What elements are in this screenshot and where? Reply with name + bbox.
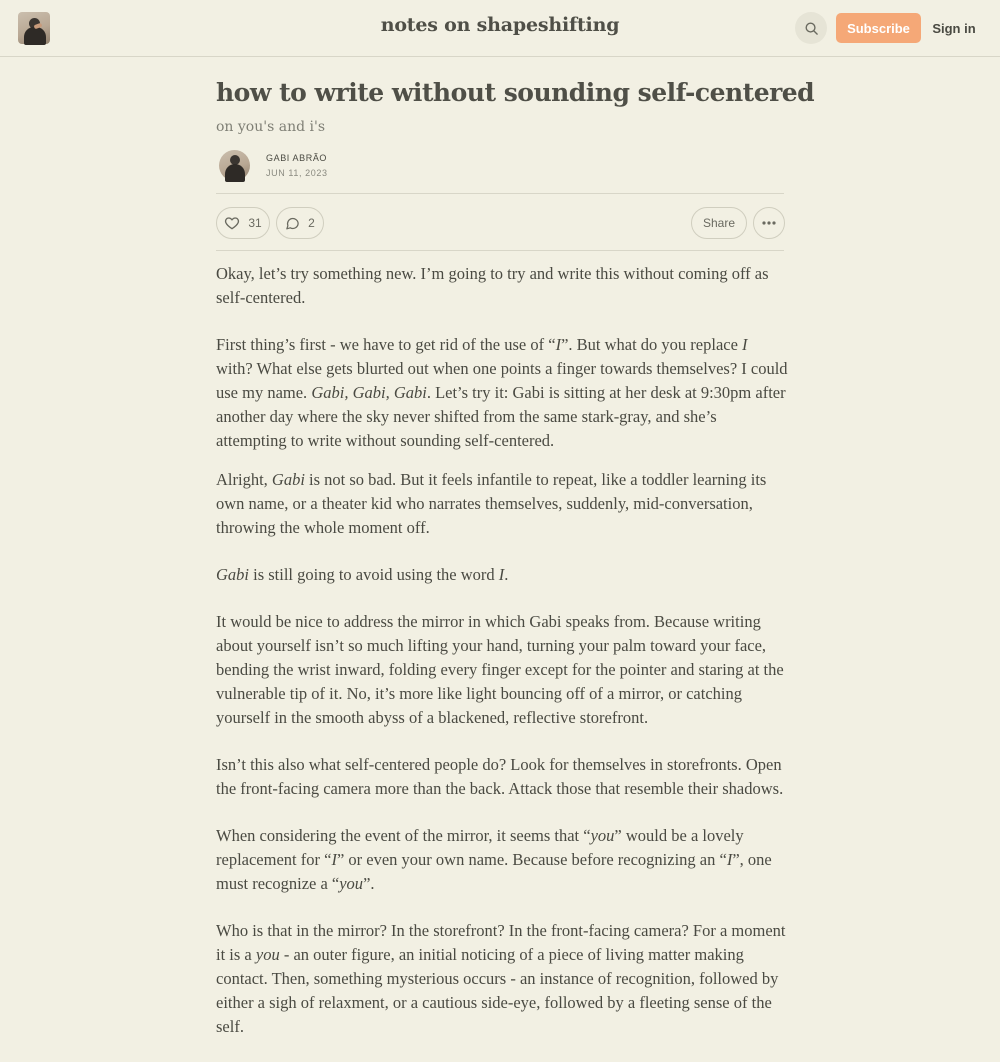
paragraph-6: Isn’t this also what self-centered people do? Look for themselves in storefronts. Open the front-facing camera more than the back. Attack those that resemble their shadows. — [216, 755, 784, 798]
paragraph-8: Who is that in the mirror? In the storefront? In the front-facing camera? For a moment it is a you - an outer figure, an initial noticing of a piece of living matter making contact. Then, something mysterious occurs - an instance of recognition, followed by either a sigh of relaxment, or a cautious side-eye, followed by a fleeting sense of the self. — [216, 921, 786, 1036]
heart-icon — [224, 215, 240, 231]
paragraph-4: Gabi is still going to avoid using the word I. — [216, 565, 509, 584]
subscribe-button[interactable]: Subscribe — [836, 13, 921, 43]
post-title: how to write without sounding self-centered — [216, 78, 815, 107]
divider-top — [216, 193, 784, 194]
article-body — [216, 262, 788, 1062]
more-dots-icon — [762, 221, 776, 225]
paragraph-1: Okay, let’s try something new. I’m going to try and write this without coming off as self-centered. — [216, 264, 769, 307]
comment-count: 2 — [308, 216, 315, 230]
search-button[interactable] — [795, 12, 827, 44]
like-count: 31 — [248, 216, 262, 230]
paragraph-7: When considering the event of the mirror, it seems that “you” would be a lovely replacement for “I” or even your own name. Because before recognizing an “I”, one must recognize a “you”. — [216, 826, 772, 893]
paragraph-2: First thing’s first - we have to get rid of the use of “I”. But what do you replace I with? What else gets blurted out when one points a finger towards themselves? I could use my name. Gabi, Gabi, Gabi. Let’s try it: Gabi is sitting at her desk at 9:30pm after another day where the sky never shifted from the same stark-gray, and she’s attempting to write without sounding self-centered. — [216, 335, 788, 450]
post-date: JUN 11, 2023 — [266, 168, 328, 178]
share-button[interactable] — [691, 207, 747, 239]
like-button[interactable] — [216, 207, 270, 239]
author-name[interactable]: GABI ABRÃO — [266, 153, 328, 163]
divider-bottom — [216, 250, 784, 251]
site-title[interactable]: notes on shapeshifting — [380, 14, 620, 36]
paragraph-3: Alright, Gabi is not so bad. But it feels infantile to repeat, like a toddler learning its own name, or a theater kid who narrates themselves, suddenly, mid-conversation, throwing the whole moment off. — [216, 470, 767, 537]
sign-in-button[interactable]: Sign in — [932, 20, 976, 36]
share-label: Share — [702, 216, 736, 230]
search-icon — [804, 21, 819, 36]
top-navigation-bar — [0, 0, 1000, 57]
author-avatar[interactable] — [219, 150, 250, 181]
comments-button[interactable] — [276, 207, 324, 239]
more-options-button[interactable] — [753, 207, 785, 239]
paragraph-5: It would be nice to address the mirror in which Gabi speaks from. Because writing about yourself isn’t so much lifting your hand, turning your palm toward your face, bending the wrist inward, folding every finger except for the pointer and staring at the vulnerable tip of it. No, it’s more like light bouncing off of a mirror, or catching yourself in the smooth abyss of a blackened, reflective storefront. — [216, 612, 784, 727]
comment-icon — [285, 216, 300, 231]
avatar-figure-body — [225, 164, 245, 182]
post-subtitle: on you's and i's — [216, 119, 326, 135]
